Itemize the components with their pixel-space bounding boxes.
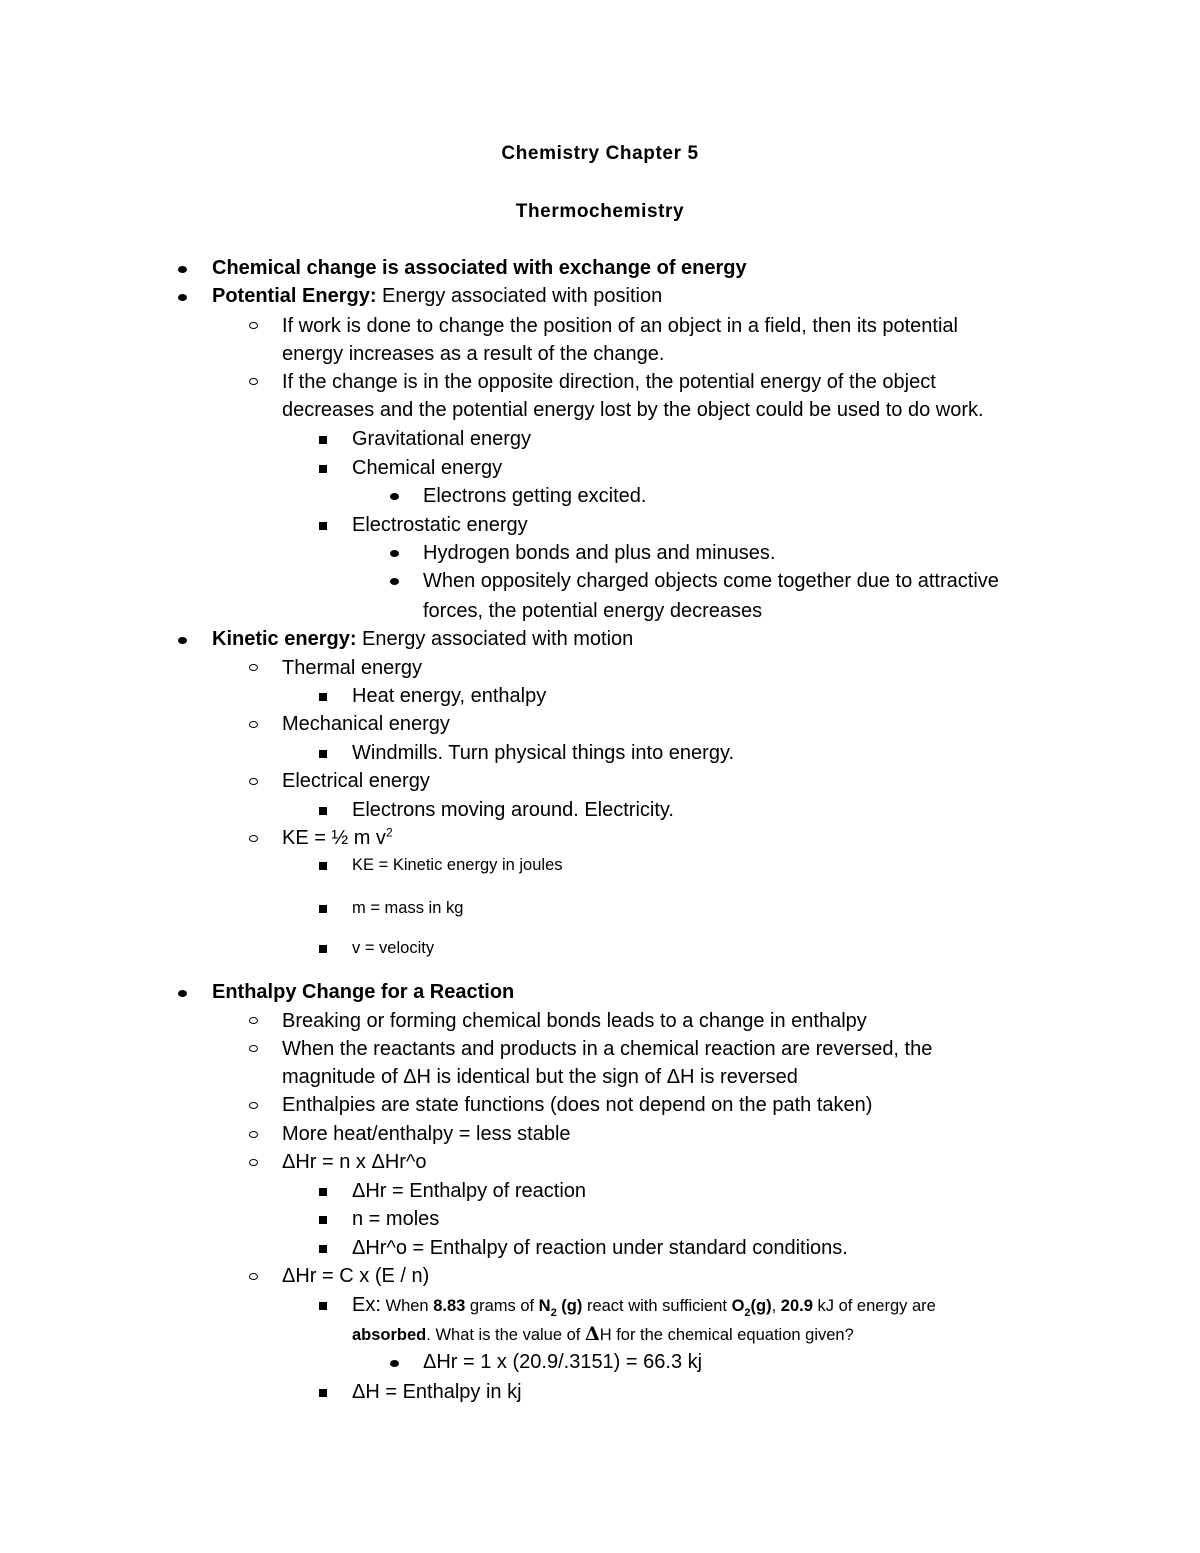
bullet-square bbox=[319, 1389, 327, 1397]
bullet-circle bbox=[249, 721, 258, 728]
list-item: KE = Kinetic energy in joules bbox=[352, 856, 563, 874]
list-item: ΔH = Enthalpy in kj bbox=[352, 1381, 522, 1403]
bullet-disc bbox=[178, 637, 187, 644]
bullet-square bbox=[319, 436, 327, 444]
bullet-square bbox=[319, 1188, 327, 1196]
list-item: Windmills. Turn physical things into energy. bbox=[352, 742, 735, 764]
list-item: Enthalpies are state functions (does not depend on the path taken) bbox=[282, 1094, 873, 1116]
bullet-circle bbox=[249, 1273, 258, 1280]
bullet-square bbox=[319, 693, 327, 701]
bullet-disc bbox=[390, 578, 399, 585]
bullet-square bbox=[319, 807, 327, 815]
bullet-square bbox=[319, 905, 327, 913]
bullet-square bbox=[319, 1302, 327, 1310]
bullet-disc bbox=[390, 493, 399, 500]
list-item: When the reactants and products in a chemical reaction are reversed, the bbox=[282, 1038, 933, 1060]
list-item: Heat energy, enthalpy bbox=[352, 685, 547, 707]
list-item: Electrostatic energy bbox=[352, 514, 528, 536]
bullet-disc bbox=[178, 266, 187, 273]
bullet-disc bbox=[178, 294, 187, 301]
bullet-square bbox=[319, 1245, 327, 1253]
list-item: ΔHr = Enthalpy of reaction bbox=[352, 1180, 587, 1202]
list-item: Chemical energy bbox=[352, 457, 503, 479]
list-item-cont: energy increases as a result of the change. bbox=[282, 343, 665, 365]
section-heading: Enthalpy Change for a Reaction bbox=[212, 981, 515, 1003]
list-item: If the change is in the opposite direction, the potential energy of the object bbox=[282, 371, 936, 393]
bullet-circle bbox=[249, 1102, 258, 1109]
bullet-circle bbox=[249, 322, 258, 329]
page-title: Chemistry Chapter 5 bbox=[501, 143, 699, 164]
list-item: Potential Energy: Energy associated with position bbox=[212, 285, 663, 307]
bullet-disc bbox=[390, 1360, 399, 1367]
list-item: n = moles bbox=[352, 1208, 440, 1230]
list-item: ΔHr = 1 x (20.9/.3151) = 66.3 kj bbox=[423, 1351, 703, 1373]
list-item: Electrical energy bbox=[282, 770, 430, 792]
bullet-disc bbox=[178, 990, 187, 997]
bullet-square bbox=[319, 750, 327, 758]
page-subtitle: Thermochemistry bbox=[515, 201, 685, 222]
list-item-cont: magnitude of ΔH is identical but the sign of ΔH is reversed bbox=[282, 1066, 798, 1088]
list-item: Thermal energy bbox=[282, 657, 423, 679]
bullet-circle bbox=[249, 664, 258, 671]
example-problem: Ex: When 8.83 grams of $N_2$ (g) react with sufficient $O_2(g)$, 20.9 kJ of energy are bbox=[352, 1294, 936, 1319]
list-item: Electrons getting excited. bbox=[423, 485, 647, 507]
list-item: When oppositely charged objects come together due to attractive bbox=[423, 570, 999, 592]
bullet-circle bbox=[249, 378, 258, 385]
list-item: More heat/enthalpy = less stable bbox=[282, 1123, 571, 1145]
bullet-square bbox=[319, 1216, 327, 1224]
bullet-disc bbox=[390, 550, 399, 557]
list-item: ΔHr^o = Enthalpy of reaction under standard conditions. bbox=[352, 1237, 848, 1259]
list-item: If work is done to change the position of an object in a field, then its potential bbox=[282, 315, 958, 337]
bullet-circle bbox=[249, 1131, 258, 1138]
list-item: Kinetic energy: Energy associated with motion bbox=[212, 628, 634, 650]
bullet-circle bbox=[249, 1159, 258, 1166]
bullet-circle bbox=[249, 778, 258, 785]
list-item: ΔHr = C x (E / n) bbox=[282, 1265, 430, 1287]
list-item: KE = ½ m $v^2$ bbox=[282, 825, 393, 849]
example-problem-cont: absorbed. What is the value of ΔH for the chemical equation given? bbox=[352, 1323, 854, 1345]
list-item: Mechanical energy bbox=[282, 713, 450, 735]
list-item-cont: decreases and the potential energy lost by the object could be used to do work. bbox=[282, 399, 984, 421]
list-item: m = mass in kg bbox=[352, 899, 464, 917]
list-item-cont: forces, the potential energy decreases bbox=[423, 600, 763, 622]
list-item: v = velocity bbox=[352, 939, 435, 957]
bullet-square bbox=[319, 945, 327, 953]
bullet-circle bbox=[249, 835, 258, 842]
bullet-square bbox=[319, 522, 327, 530]
bullet-circle bbox=[249, 1017, 258, 1024]
list-item: Breaking or forming chemical bonds leads to a change in enthalpy bbox=[282, 1010, 867, 1032]
bullet-square bbox=[319, 465, 327, 473]
list-item: ΔHr = n x ΔHr^o bbox=[282, 1151, 427, 1173]
list-item: Chemical change is associated with exchange of energy bbox=[212, 257, 747, 279]
list-item: Hydrogen bonds and plus and minuses. bbox=[423, 542, 776, 564]
bullet-square bbox=[319, 862, 327, 870]
bullet-circle bbox=[249, 1045, 258, 1052]
list-item: Electrons moving around. Electricity. bbox=[352, 799, 674, 821]
list-item: Gravitational energy bbox=[352, 428, 531, 450]
